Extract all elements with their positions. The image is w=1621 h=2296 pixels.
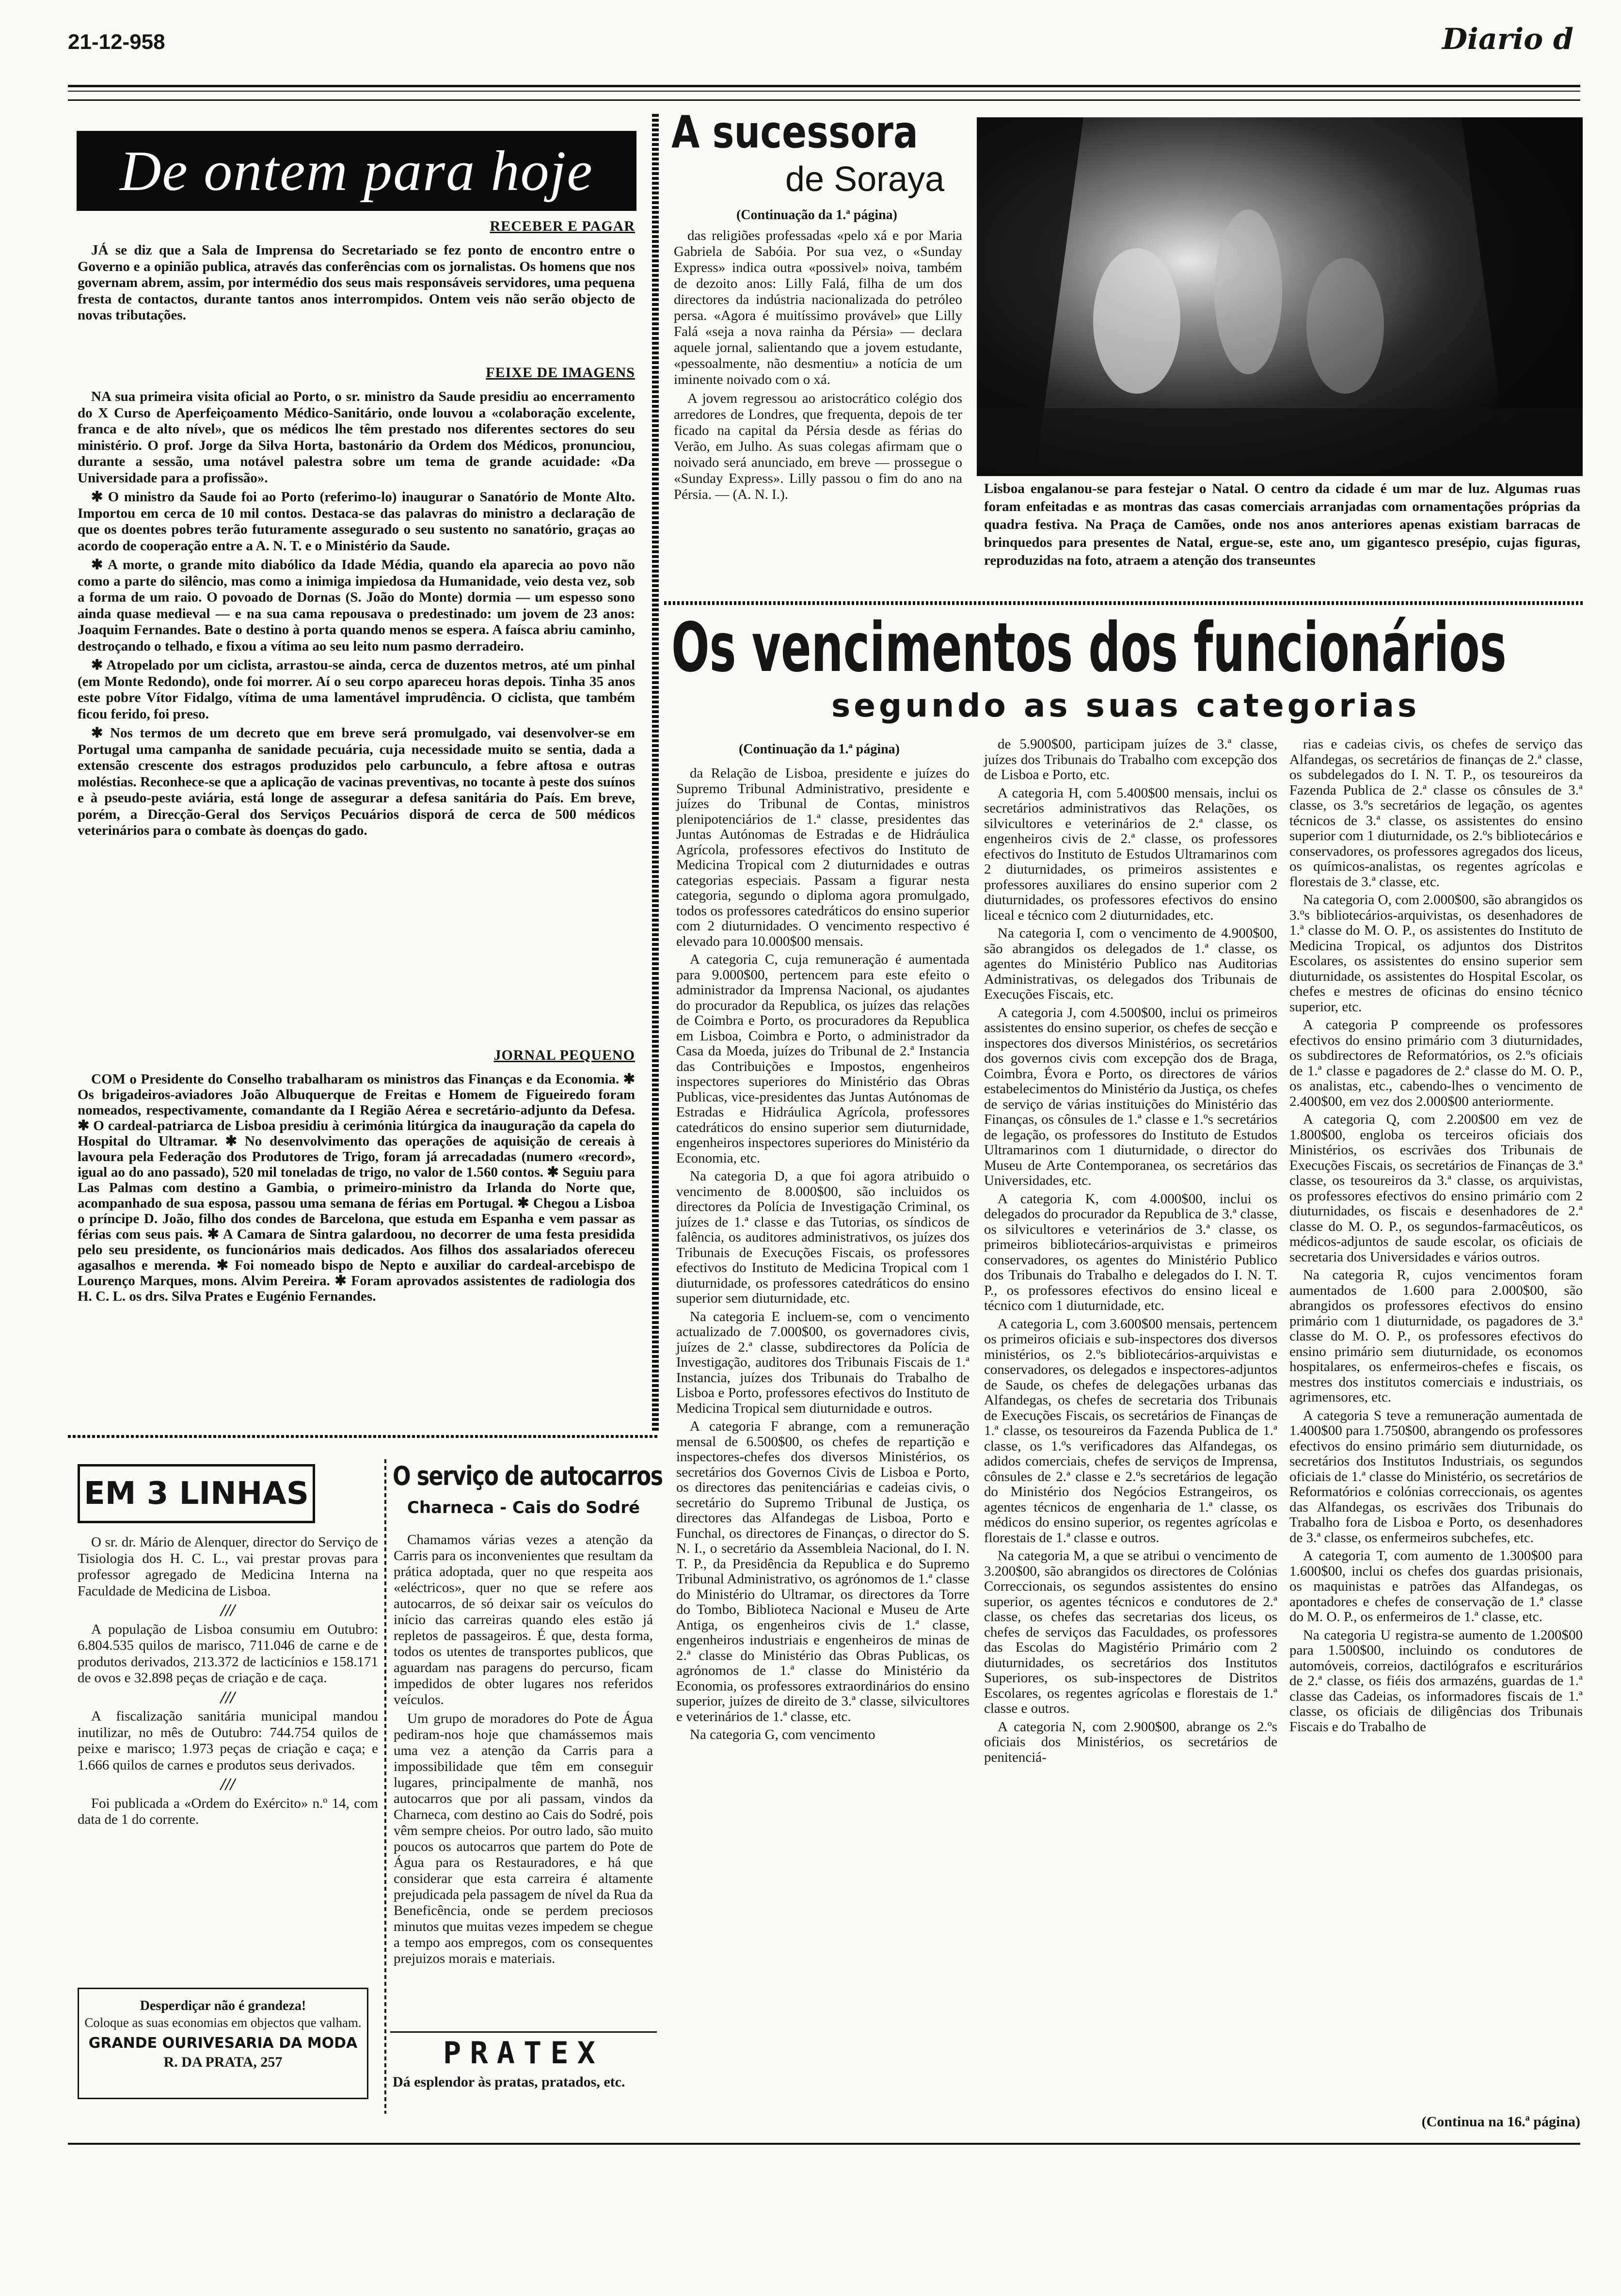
christmas-photo (977, 117, 1583, 476)
autocarros-title: O serviço de autocarros (393, 1461, 663, 1491)
vencimentos-continuation: (Continuação da 1.ª página) (738, 742, 900, 757)
ontem-jornal-text (78, 1071, 635, 1307)
paragraph: ✱ Nos termos de um decreto que em breve será promulgado, vai desenvolver-se em Portugal uma campanha de sanidade pecuária, cuja necessidade muito se sentia, dada a extensão crescente dos estragos produzidos pelo carbunculo, a febre aftosa e outras moléstias. Reconhece-se que a aplicação de vacinas preventivas, no tocante à peste dos suínos e à pseudo-peste aviária, está longe de assegurar a defesa sanitária do País. Em breve, porém, a Direcção-Geral dos Serviços Pecuários disporá de cerca de 500 médicos veterinários para o combate às doenças do gado. (78, 725, 635, 838)
ad-brand: GRANDE OURIVESARIA DA MODA (88, 2035, 358, 2052)
photo-caption: Lisboa engalanou-se para festejar o Natal. O centro da cidade é um mar de luz. Algumas ruas foram enfeitadas e as montras das casas comerciais arranjadas com ornamentações próprias da quadra festiva. Na Praça de Camões, onde nos anos anteriores apenas existiam barracas de brinquedos para presentes de Natal, ergue-se, este ano, um gigantesco presépio, cujas figuras, reproduzidas na foto, atraem a atenção dos transeuntes (984, 481, 1580, 568)
paragraph: A fiscalização sanitária municipal mandou inutilizar, no mês de Outubro: 744.754 quilos de peixe e marisco; 1.973 peças de criação e caça; e 1.666 quilos de carnes e produtos seus derivados. (78, 1708, 378, 1773)
ad-pratex (393, 2035, 654, 2103)
footer-rule (68, 2143, 1580, 2145)
paragraph: Foi publicada a «Ordem do Exército» n.º 14, com data de 1 do corrente. (78, 1795, 378, 1827)
paragraph: das religiões professadas «pelo xá e por Maria Gabriela de Sabóia. Por sua vez, o «Sunday Express» indica outra «possivel» noiva, também de dezoito anos: Lilly Falá, filha de um dos directores da indústria nacionalizada do petróleo persa. «Agora é muitíssimo provável» que Lilly Falá «seja a nova rainha da Pérsia» — declara aquele jornal, salientando que a jovem estudante, «pessoalmente, não desmentiu» a notícia de um iminente noivado com o xá. (674, 228, 962, 387)
paragraph: A categoria F abrange, com a remuneração mensal de 6.500$00, os chefes de repartição e inspectores-chefes dos diversos Ministérios, os secretários dos Governos Civis de Lisboa e Porto, os directores das penitenciárias e cadeias civis, o secretário do Supremo Tribunal de Justiça, os directores das Alfandegas de Lisboa, Porto e Funchal, os directores de Finanças, o director do S. N. I., o secretário da Assembleia Nacional, do I. N. T. P., da Presidência da Republica e do Supremo Tribunal Administrativo, os agrónomos de 1.ª classe do Ministério do Ultramar, os directores da Torre do Tombo, Biblioteca Nacional e Museu de Arte Antiga, os engenheiros civis de 1.ª classe, engenheiros industriais e engenheiros de minas de 2.ª classe do Ministério das Obras Publicas, os agrónomos de 1.ª classe do Ministério da Economia, os professores extraordinários do ensino superior, juízes de direito de 3.ª classe, silvicultores e veterinários de 1.ª classe, etc. (676, 1419, 969, 1724)
section-title-jornal: JORNAL PEQUENO (493, 1047, 635, 1063)
paragraph: ✱ O ministro da Saude foi ao Porto (referimo-lo) inaugurar o Sanatório de Monte Alto. Importou em cerca de 10 mil contos. Destaca-se das palavras do ministro a declaração de que os doentes pobres terão futuramente assegurado o seu sustento no sanatório, graças ao acordo de cooperação entre a A. N. T. e o Ministério da Saude. (78, 489, 635, 554)
ontem-receber-text (78, 242, 635, 327)
section-title-feixe: FEIXE DE IMAGENS (486, 365, 635, 381)
paragraph: A categoria J, com 4.500$00, inclui os primeiros assistentes do ensino superior, os chefes de secção e inspectores dos diversos Ministérios, os secretários dos governos civis com excepção dos de Braga, Coimbra, Évora e Porto, os directores de vários estabelecimentos do Ministério da Justiça, os chefes de serviço de várias instituições do Ministério das Finanças, os cônsules de 1.ª classe e 1.ºs secretários de legação, os professores do Instituto de Estudos Ultramarinos com 1 diuturnidade, o director do Museu de Arte Contemporanea, os secretários das Universidades, etc. (984, 1004, 1277, 1188)
paragraph: ✱ Atropelado por um ciclista, arrastou-se ainda, cerca de duzentos metros, até um pinhal (em Monte Redondo), onde foi morrer. Aí o seu corpo apareceu horas depois. Tinha 35 anos este pobre Vítor Fidalgo, vítima de uma lamentável imprudência. O ciclista, que também ficou ferido, foi preso. (78, 657, 635, 722)
paragraph: JÁ se diz que a Sala de Imprensa do Secretariado se fez ponto de encontro entre o Governo e a opinião publica, através das conferências com os jornalistas. Os homens que nos governam abrem, assim, por intermédio dos seus mais responsáveis servidores, uma pequena fresta de contactos, durante tantos anos interrompidos. Ontem veis não serão objecto de novas tributações. (78, 242, 635, 323)
vencimentos-col3 (1289, 737, 1583, 1738)
paragraph: Chamamos várias vezes a atenção da Carris para os inconvenientes que resultam da prática adoptada, quer no que respeita aos «eléctricos», quer no que se refere aos autocarros, de só deixar sair os veículos do início das carreiras quando eles estão já repletos de passageiros. É que, desta forma, todos os utentes de transportes publicos, que aguardam nas paragens do percurso, ficam impedidos de obter lugares nos referidos veículos. (394, 1532, 653, 1707)
soraya-subtitle: de Soraya (785, 160, 945, 199)
paragraph: A população de Lisboa consumiu em Outubro: 6.804.535 quilos de marisco, 711.046 de carne e de produtos derivados, 213.372 de lacticínios e 158.171 de ovos e 32.898 peças de criação e de caça. (78, 1621, 378, 1686)
photo-illustration (977, 117, 1583, 476)
paragraph: Na categoria U registra-se aumento de 1.200$00 para 1.500$00, incluindo os condutores de automóveis, correios, dactilógrafos e escriturários de 2.ª classe, os fiéis dos armazéns, guardas de 1.ª classe das Cadeias, os informadores fiscais de 1.ª classe, os oficiais de diligências dos Tribunais Fiscais e do Trabalho de (1289, 1627, 1583, 1735)
ontem-bottom-rule (68, 1435, 659, 1438)
ontem-banner: De ontem para hoje (77, 131, 636, 211)
paragraph: A categoria N, com 2.900$00, abrange os 2.ºs oficiais dos Ministérios, os secretários de penitenciá- (984, 1719, 1277, 1765)
column-divider (384, 1459, 386, 2114)
paragraph: A categoria S teve a remuneração aumentada de 1.400$00 para 1.750$00, abrangendo os professores efectivos do ensino primário sem diuturnidade, os secretários dos Institutos Industriais, os segundos oficiais de 1.ª classe do Ministério, os secretários de Reformatórios e colónias correccionais, os agentes das Alfandegas, os escrivães dos Tribunais do Trabalho fora de Lisboa e Porto, os desenhadores de 3.ª classe, os enfermeiros subchefes, etc. (1289, 1407, 1583, 1546)
paragraph: A categoria Q, com 2.200$00 em vez de 1.800$00, engloba os terceiros oficiais dos Ministérios, os escrivães dos Tribunais de Execuções Fiscais, os secretários de Finanças de 3.ª classe, os tesoureiros da 3.ª classe, os arquivistas, os professores efectivos do ensino primário com 2 diuturnidades, os fiscais e desenhadores de 2.ª classe do M. O. P., os segundos-farmacêuticos, os médicos-adjuntos de saude escolar, os oficiais de secretaria dos Universidades e vários outros. (1289, 1112, 1583, 1265)
paragraph: da Relação de Lisboa, presidente e juízes do Supremo Tribunal Administrativo, presidente e juízes do Tribunal de Contas, ministros plenipotenciários de 1.ª classe, presidentes das Juntas Autónomas de Estradas e de Hidráulica Agrícola, professores efectivos do Instituto de Medicina Tropical com 2 diuturnidades e outras categorias especiais. Passam a figurar nesta categoria, segundo o diploma agora promulgado, todos os professores catedráticos do ensino superior com 2 diuturnidades. O vencimento respectivo é elevado para 10.000$00 mensais. (676, 765, 969, 949)
paragraph: A categoria K, com 4.000$00, inclui os delegados do procurador da Republica de 3.ª classe, os silvicultores e veterinários de 3.ª classe, os primeiros bibliotecários-arquivistas e primeiros conservadores, os agentes do Ministério Publico dos Tribunais do Trabalho e delegados do I. N. T. P., os professores efectivos do ensino liceal e técnico com 1 diuturnidade, etc. (984, 1191, 1277, 1313)
ad-address: R. DA PRATA, 257 (163, 2054, 283, 2070)
paragraph: O sr. dr. Mário de Alenquer, director do Serviço de Tisiologia dos H. C. L., vai prestar provas para professor agregado de Medicina Interna na Faculdade de Medicina de Lisboa. (78, 1534, 378, 1599)
column-divider (652, 114, 659, 1433)
paragraph: A jovem regressou ao aristocrático colégio dos arredores de Londres, que frequenta, depois de ter ficado na capital da Pérsia desde as férias do Verão, em Julho. As suas colegas afirmam que o noivado será anunciado, em breve — prossegue o «Sunday Express». Lilly passou o fim do ano na Pérsia. — (A. N. I.). (674, 391, 962, 502)
paragraph: Na categoria I, com o vencimento de 4.900$00, são abrangidos os delegados de 1.ª classe, os agentes do Ministério Publico nas Auditorias Administrativas, os delegados dos Tribunais de Execuções Fiscais, etc. (984, 925, 1277, 1002)
section-title-receber: RECEBER E PAGAR (490, 218, 635, 234)
ad-ourivesaria (78, 1988, 368, 2099)
separator: /// (220, 1774, 235, 1794)
soraya-text (674, 228, 962, 506)
header-rule (68, 85, 1580, 87)
paragraph: Na categoria M, a que se atribui o vencimento de 3.200$00, são abrangidos os directores de Colónias Correccionais, os segundos assistentes do ensino superior, os agentes técnicos e condutores de 2.ª classe, os chefes das secretarias dos liceus, os chefes de serviços das Faculdades, os professores das Escolas do Magistério Primário com 2 diuturnidades, os secretários dos Institutos Superiores, os sub-inspectores de Distritos Escolares, os regentes agrícolas e florestais de 1.ª classe e outros. (984, 1548, 1277, 1716)
page-date: 21-12-958 (68, 30, 165, 54)
ad-rule (390, 2031, 657, 2033)
paragraph: A categoria H, com 5.400$00 mensais, inclui os secretários administrativos das Relações, os silvicultores e veterinários de 2.ª classe, os engenheiros civis de 2.ª classe, os professores efectivos do Instituto de Estudos Ultramarinos com 2 diuturnidades, os primeiros assistentes e professores auxiliares do ensino superior com 2 diuturnidades, os professores efectivos do ensino liceal e técnico com 2 diuturnidades, etc. (984, 785, 1277, 923)
vencimentos-continues: (Continua na 16.ª página) (1421, 2114, 1580, 2130)
separator: /// (220, 1687, 235, 1707)
separator: /// (220, 1600, 235, 1620)
paragraph: A categoria L, com 3.600$00 mensais, pertencem os primeiros oficiais e sub-inspectores dos diversos ministérios, os 2.ºs bibliotecários-arquivistas e conservadores, os delegados e inspectores-adjuntos de Saude, os chefes de delegações urbanas das Alfandegas, os chefes de secretaria dos Tribunais de Execuções Fiscais, os secretários de Finanças de 1.ª classe, os tesoureiros da Fazenda Publica de 1.ª classe, os 1.ºs verificadores das Alfandegas, os adidos comerciais, chefes de serviços de Imprensa, cônsules de 2.ª classe e 2.ºs secretários de legação do Ministério dos Negócios Estrangeiros, os agentes técnicos de engenharia de 1.ª classe, os médicos do ensino superior, os regentes agrícolas e florestais de 1.ª classe e outros. (984, 1316, 1277, 1546)
autocarros-subtitle: Charneca - Cais do Sodré (407, 1498, 640, 1517)
em-3-linhas-text (78, 1534, 378, 1831)
ontem-feixe-text (78, 389, 635, 842)
em-3-linhas-title: EM 3 LINHAS (78, 1464, 315, 1523)
vencimentos-subtitle: segundo as suas categorias (831, 687, 1420, 724)
paragraph: ✱ A morte, o grande mito diabólico da Idade Média, quando ela aparecia ao povo não como a parte do silêncio, mas como a inimiga impiedosa da Humanidade, veio desta vez, sob a forma de um raio. O povoado de Dornas (S. João do Monte) dormia — um espesso sono ainda quase medieval — e na sua cama repousava o predestinado: um jovem de 23 anos: Joaquim Fernandes. Bate o destino à porta quando menos se espera. A faísca abriu caminho, destroçando o telhado, e fixou a vítima ao seu leito num pasmo derradeiro. (78, 557, 635, 654)
paragraph: Um grupo de moradores do Pote de Água pediram-nos hoje que chamássemos mais uma vez a atenção da Carris para a impossibilidade que têm em conseguir lugares, principalmente de manhã, nos autocarros que por ali passam, vindos da Charneca, com destino ao Cais do Sodré, pois vêm sempre cheios. Por outro lado, são muito poucos os autocarros que partem do Pote de Água para os Restauradores, e há que considerar que esta carreira é altamente prejudicada pela passagem de nível da Rua da Beneficência, onde se perdem preciosos minutos que muitas vezes impedem se chegue a tempo aos empregos, com os consequentes prejuizos morais e materiais. (394, 1711, 653, 1966)
masthead: Diario d (1442, 22, 1573, 56)
vencimentos-col1 (676, 766, 969, 1746)
soraya-title: A sucessora (671, 106, 918, 158)
paragraph: COM o Presidente do Conselho trabalharam os ministros das Finanças e da Economia. ✱ Os brigadeiros-aviadores João Albuquerque de Freitas e Homem de Figueiredo foram nomeados, respectivamente, comandante da I Região Aérea e secretário-adjunto da Defesa. ✱ O cardeal-patriarca de Lisboa presidiu à cerimónia litúrgica da inauguração da capela do Hospital do Ultramar. ✱ No desenvolvimento das operações de aquisição de cereais à lavoura pela Federação dos Produtores de Trigo, foram já arrecadadas (numero «record», igual ao do ano passado), 520 mil toneladas de trigo, no valor de 1.560 contos. ✱ Seguiu para Las Palmas com destino a Gambia, o primeiro-ministro da Irlanda do Norte que, acompanhado de sua esposa, passou uma semana de férias em Portugal. ✱ Chegou a Lisboa o príncipe D. João, filho dos condes de Barcelona, que estuda em Espanha e vem passar as férias com seus pais. ✱ A Camara de Sintra galardoou, no decorrer de uma festa presidida pelo seu presidente, os funcionários mais dedicados. Aos filhos dos assalariados ofereceu agasalhos e merenda. ✱ Foi nomeado bispo de Nepto e auxiliar do cardeal-arcebispo de Lourenço Marques, mons. Alvim Pereira. ✱ Foram aprovados assistentes de radiologia dos H. C. L. os drs. Silva Prates e Eugénio Fernandes. (78, 1071, 635, 1304)
vencimentos-top-rule (664, 601, 1583, 605)
paragraph: rias e cadeias civis, os chefes de serviço das Alfandegas, os secretários de finanças de 2.ª classe, os subdelegados do I. N. T. P., os tesoureiros da Fazenda Publica de 2.ª classe os cônsules de 3.ª classe, os 3.ºs secretários de legação, os agentes técnicos de 3.ª classe, os assistentes do ensino superior com 1 diuturnidade, os 2.ºs bibliotecários e conservadores, os professores agregados dos liceus, os químicos-analistas, os regentes agrícolas e florestais de 3.ª classe, etc. (1289, 736, 1583, 890)
paragraph: Na categoria D, a que foi agora atribuido o vencimento de 8.000$00, são incluidos os directores da Polícia de Investigação Criminal, os juízes de 1.ª classe e das Tutorias, os síndicos de falência, os auditores administrativos, os juízes dos Tribunais de Execuções Fiscais, os professores efectivos do Instituto de Medicina Tropical com 1 diuturnidade, os professores catedráticos do ensino superior sem diuturnidade, etc. (676, 1168, 969, 1306)
paragraph: Na categoria R, cujos vencimentos foram aumentados de 1.600 para 2.000$00, são abrangidos os professores efectivos do ensino primário com 1 diuturnidade, os pagadores de 3.ª classe do M. O. P., os professores efectivos do ensino primário sem diuturnidade, os economos hospitalares, os enfermeiros-chefes e fiscais, os mestres dos institutos comerciais e industriais, os agrimensores, etc. (1289, 1267, 1583, 1405)
paragraph: Na categoria O, com 2.000$00, são abrangidos os 3.ºs bibliotecários-arquivistas, os desenhadores de 1.ª classe do M. O. P., os assistentes do Instituto de Medicina Tropical, os adjuntos dos Distritos Escolares, os assistentes do ensino superior sem diuturnidade, os assistentes do Hospital Escolar, os chefes e mestres de oficinas do ensino técnico superior, etc. (1289, 892, 1583, 1015)
paragraph: Na categoria G, com vencimento (690, 1727, 875, 1742)
pratex-brand: PRATEX (443, 2035, 604, 2071)
header-rule-thin (68, 91, 1580, 92)
paragraph: A categoria T, com aumento de 1.300$00 para 1.600$00, inclui os chefes dos guardas prisionais, os maquinistas e patrões das Alfandegas, os apontadores e chefes de conservação de 1.ª classe do M. O. P., os enfermeiros de 1.ª classe, etc. (1289, 1548, 1583, 1625)
paragraph: de 5.900$00, participam juízes de 3.ª classe, juízes dos Tribunais do Trabalho com excepção dos de Lisboa e Porto, etc. (984, 736, 1277, 782)
paragraph: A categoria C, cuja remuneração é aumentada para 9.000$00, pertencem para este efeito o administrador da Imprensa Nacional, os ajudantes do procurador da Republica, os juízes das relações de Coimbra e Porto, os procuradores da Republica em Lisboa, Coimbra e Porto, o administrador da Casa da Moeda, juízes do Tribunal de 2.ª Instancia das Contribuições e Impostos, engenheiros inspectores superiores do Ministério das Obras Publicas, vice-presidentes das Juntas Autónomas de Estradas e Hidráulica Agrícola, professores catedráticos do ensino superior sem diuturnidade, engenheiros inspectores superiores do Ministério da Economia, etc. (676, 952, 969, 1166)
paragraph: NA sua primeira visita oficial ao Porto, o sr. ministro da Saude presidiu ao encerramento do X Curso de Aperfeiçoamento Médico-Sanitário, onde louvou a «colaboração excelente, franca e de alto nível», que os médicos lhe têm prestado nos diferentes sectores do seu ministério. O prof. Jorge da Silva Horta, bastonário da Ordem dos Médicos, pronunciou, durante a sessão, uma notável palestra sobre um tema de grande acuidade: «Da Universidade para a profissão». (78, 389, 635, 486)
paragraph: Na categoria E incluem-se, com o vencimento actualizado de 7.000$00, os governadores civis, juízes de 2.ª classe, subdirectores da Polícia de Investigação, auditores dos Tribunais Fiscais de 1.ª Instancia, juízes dos Tribunais do Trabalho de Lisboa e Porto, professores efectivos do Instituto de Medicina Tropical sem diuturnidade e outros. (676, 1308, 969, 1416)
pratex-tagline: Dá esplendor às pratas, pratados, etc. (393, 2074, 625, 2090)
ad-line: Coloque as suas economias em objectos que valham. (84, 2015, 362, 2030)
soraya-continuation: (Continuação da 1.ª página) (736, 207, 897, 223)
header-rule-2 (68, 99, 1580, 101)
paragraph: A categoria P compreende os professores efectivos do ensino primário com 3 diuturnidades, os subdirectores de Reformatórios, os 2.ºs oficiais de 1.ª classe e pagadores de 2.ª classe do M. O. P., os analistas, etc., cabendo-lhes o vencimento de 2.400$00, em vez dos 2.000$00 anteriormente. (1289, 1017, 1583, 1109)
vencimentos-col2 (984, 737, 1277, 1768)
ad-line: Desperdiçar não é grandeza! (140, 1998, 306, 2013)
autocarros-text (394, 1532, 653, 1970)
vencimentos-title: Os vencimentos dos funcionários (671, 608, 1507, 687)
